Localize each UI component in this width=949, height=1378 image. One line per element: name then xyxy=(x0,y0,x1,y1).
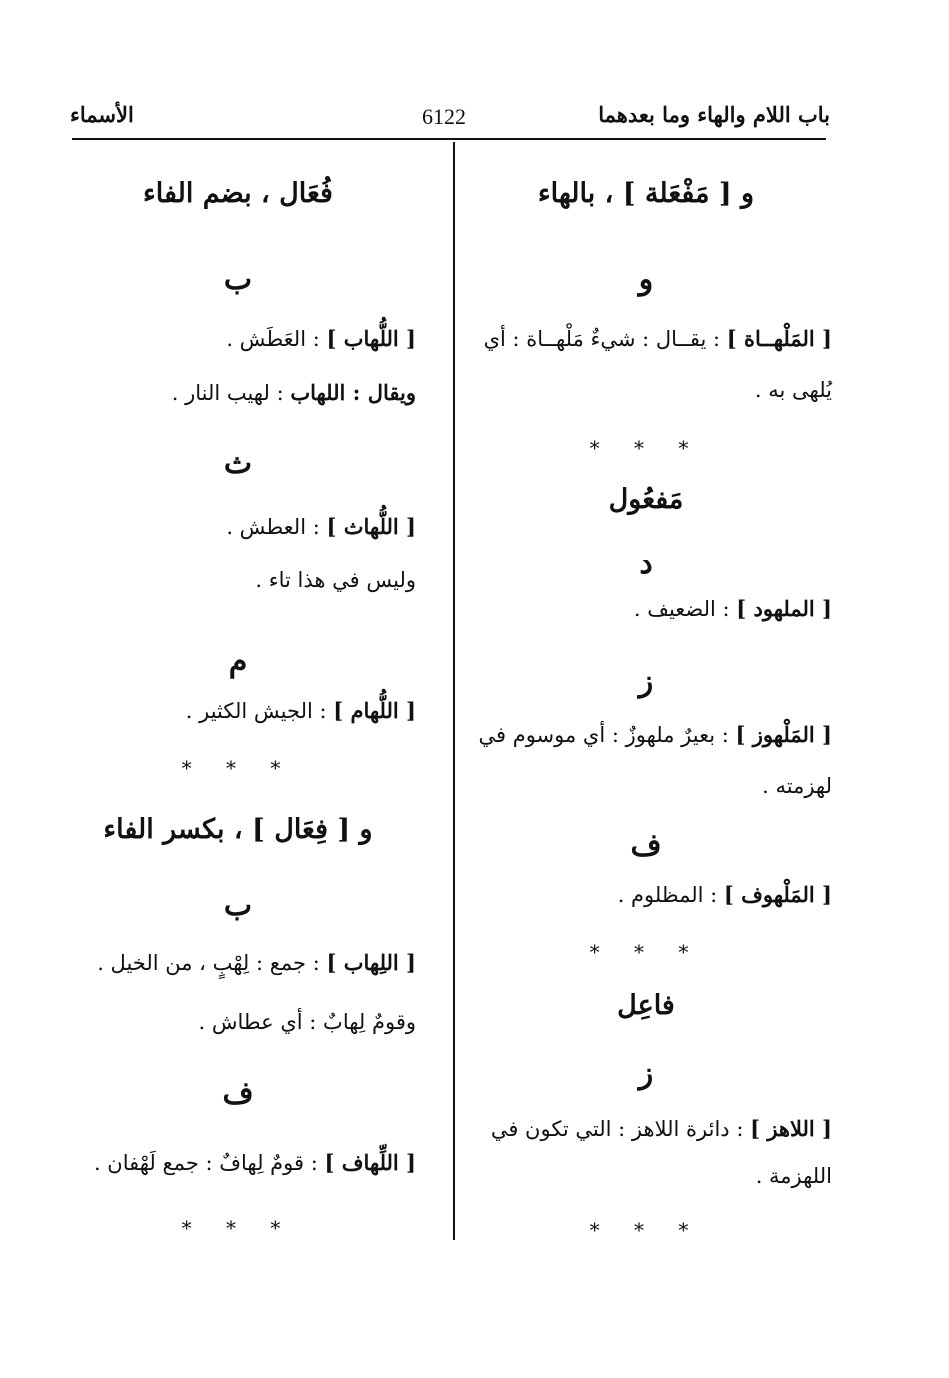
entry-definition: : بعيرٌ ملهوزٌ : أي موسوم في xyxy=(478,723,736,747)
section-title: الأسماء xyxy=(70,102,134,127)
entry-term: [ اللُّهاث ] xyxy=(326,514,416,539)
dictionary-entry xyxy=(60,1150,416,1175)
entry-definition: : يقــال : شيءٌ مَلْهــاة : أي xyxy=(483,327,727,351)
root-letter: ب xyxy=(223,262,253,297)
entry-term: [ المَلْهــاة ] xyxy=(726,326,832,351)
dictionary-entry xyxy=(460,882,832,907)
root-letter: ز xyxy=(638,664,654,699)
root-letter: و xyxy=(638,262,654,297)
root-letter: م xyxy=(228,644,248,679)
chapter-title: باب اللام والهاء وما بعدهما xyxy=(598,102,830,127)
entry-continuation: اللهزمة . xyxy=(755,1164,832,1188)
separator-stars: * * * xyxy=(589,1218,703,1242)
dictionary-entry xyxy=(60,950,416,975)
dictionary-entry xyxy=(60,380,416,405)
entry-definition: : المظلوم . xyxy=(617,883,724,907)
entry-term: [ المَلْهوز ] xyxy=(735,722,832,747)
header-rule xyxy=(72,138,826,140)
section-heading: مَفعُول xyxy=(608,484,684,515)
dictionary-entry xyxy=(460,722,832,747)
entry-term: [ اللاهز ] xyxy=(750,1116,832,1141)
root-letter: ف xyxy=(630,828,662,863)
entry-continuation: وليس في هذا تاء . xyxy=(255,568,416,592)
root-letter: ف xyxy=(222,1076,254,1111)
entry-continuation: يُلهى به . xyxy=(754,378,832,402)
dictionary-entry xyxy=(460,1116,832,1141)
entry-definition: : العَطَش . xyxy=(226,327,327,351)
column-divider xyxy=(453,142,455,1240)
entry-term: [ اللِّهاف ] xyxy=(324,1150,416,1175)
section-heading: و [ مَفْعَلة ] ، بالهاء xyxy=(537,178,755,209)
root-letter: ث xyxy=(223,446,253,481)
separator-stars: * * * xyxy=(181,1216,295,1240)
page-number: 6122 xyxy=(422,104,466,129)
dictionary-entry xyxy=(460,326,832,351)
entry-term: [ الملهود ] xyxy=(736,596,832,621)
entry-continuation: وقومٌ لِهابٌ : أي عطاش . xyxy=(198,1010,416,1034)
entry-term: [ المَلْهوف ] xyxy=(723,882,832,907)
separator-stars: * * * xyxy=(589,940,703,964)
dictionary-entry xyxy=(460,596,832,621)
entry-definition: : دائرة اللاهز : التي تكون في xyxy=(490,1117,751,1141)
entry-definition: : الضعيف . xyxy=(633,597,737,621)
root-letter: د xyxy=(639,546,653,581)
entry-term: [ اللِهاب ] xyxy=(326,950,416,975)
separator-stars: * * * xyxy=(181,756,295,780)
dictionary-entry xyxy=(60,698,416,723)
dictionary-entry xyxy=(60,326,416,351)
entry-term: ويقال : اللهاب xyxy=(290,380,416,405)
entry-term: [ اللُّهاب ] xyxy=(326,326,416,351)
entry-definition: : العطش . xyxy=(226,515,327,539)
root-letter: ب xyxy=(223,888,253,923)
dictionary-entry xyxy=(60,514,416,539)
section-heading: فُعَال ، بضم الفاء xyxy=(143,178,333,209)
section-heading: فاعِل xyxy=(617,990,675,1021)
entry-definition: : قومٌ لِهافٌ : جمع لَهْفان . xyxy=(93,1151,325,1175)
entry-definition: : لهيب النار . xyxy=(171,381,291,405)
entry-definition: : جمع : لِهْبٍ ، من الخيل . xyxy=(97,951,327,975)
entry-continuation: لهزمته . xyxy=(762,774,832,798)
entry-term: [ اللُّهام ] xyxy=(333,698,416,723)
root-letter: ز xyxy=(638,1056,654,1091)
separator-stars: * * * xyxy=(589,436,703,460)
section-heading: و [ فِعَال ] ، بكسر الفاء xyxy=(103,814,373,845)
entry-definition: : الجيش الكثير . xyxy=(185,699,334,723)
